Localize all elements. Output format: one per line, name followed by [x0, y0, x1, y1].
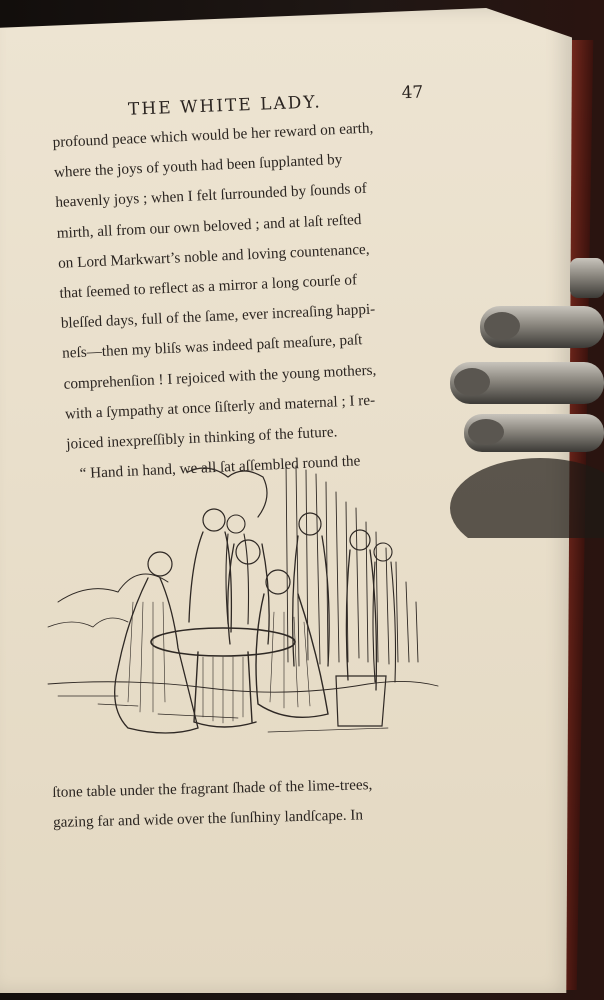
engraving-illustration: [38, 452, 448, 752]
text-line: comprehenſion ! I rejoiced with the young mothers,: [63, 361, 377, 393]
text-line: joiced inexpreſſibly in thinking of the future.: [65, 423, 338, 453]
body-text-continued: [52, 768, 453, 838]
page-number: 47: [401, 82, 424, 104]
text-line: neſs—then my bliſs was indeed paſt meaſure, paſt: [61, 331, 363, 363]
text-line: that ſeemed to reflect as a mirror a long courſe of: [59, 271, 358, 302]
text-line: heavenly joys ; when I felt ſurrounded by ſounds of: [55, 180, 368, 212]
text-line: ſtone table under the fragrant ſhade of the lime-trees,: [52, 776, 373, 801]
text-line: mirth, all from our own beloved ; and at laſt reſted: [56, 210, 362, 242]
text-line: with a ſympathy at once ſiſterly and maternal ; I re-: [64, 391, 376, 423]
text-line: where the joys of youth had been ſupplanted by: [53, 151, 343, 182]
clip-holder: [420, 258, 604, 538]
text-line: bleſſed days, full of the ſame, ever increaſing happi-: [60, 300, 376, 333]
running-head: THE WHITE LADY.: [127, 92, 323, 120]
text-line: on Lord Markwart’s noble and loving countenance,: [57, 240, 370, 272]
text-line: gazing far and wide over the ſunſhiny landſcape. In: [52, 806, 364, 832]
text-line: profound peace which would be her reward on earth,: [52, 119, 374, 151]
text-line: “ Hand in hand, we all ſat aſſembled round the: [79, 452, 361, 483]
body-text: [52, 111, 448, 490]
